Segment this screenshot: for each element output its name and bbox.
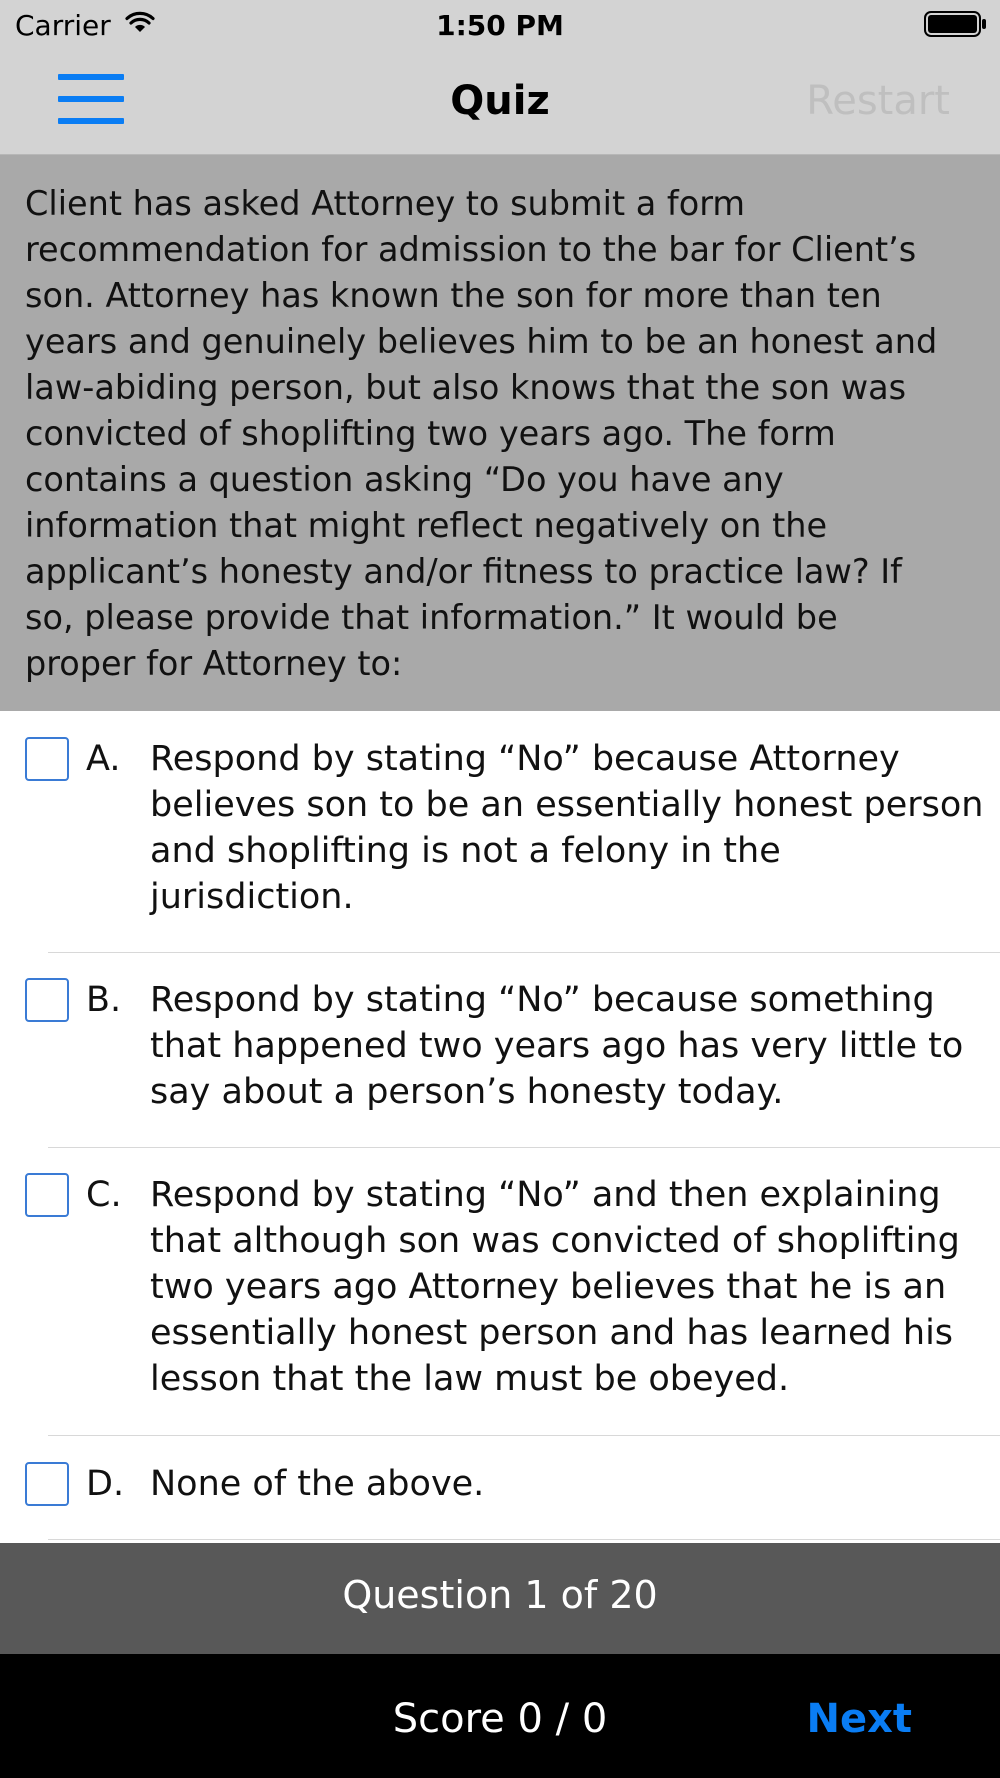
checkbox-icon[interactable]: [25, 1173, 69, 1217]
option-c[interactable]: [0, 1148, 1000, 1436]
restart-button[interactable]: Restart: [806, 78, 950, 124]
next-button[interactable]: Next: [806, 1696, 912, 1742]
checkbox-icon[interactable]: [25, 978, 69, 1022]
bottom-toolbar: [0, 1654, 1000, 1778]
option-letter: A.: [86, 739, 121, 779]
carrier-label: Carrier: [15, 9, 111, 42]
question-panel: [0, 155, 1000, 711]
option-text: Respond by stating “No” because Attorney believes son to be an essentially honest person and shoplifting is not a felony in the jurisdiction.: [150, 739, 984, 917]
question-text: Client has asked Attorney to submit a form recommendation for admission to the bar for Client’s son. Attorney has known the son for more than ten years and genuinely believes him to be an honest and law-abiding person, but also knows that the son was convicted of shoplifting two years ago. The form contains a question asking “Do you have any information that might reflect negatively on the applicant’s honesty and/or fitness to practice law? If so, please provide that information.” It would be proper for Attorney to:: [25, 184, 938, 683]
clock: 1:50 PM: [436, 9, 564, 42]
status-bar: [0, 0, 1000, 50]
navigation-bar: [0, 50, 1000, 155]
option-text: Respond by stating “No” and then explaining that although son was convicted of shoplifting two years ago Attorney believes that he is an essentially honest person and has learned his lesson that the law must be obeyed.: [150, 1175, 960, 1399]
score-label: Score 0 / 0: [392, 1696, 608, 1742]
divider: [48, 1539, 1000, 1540]
checkbox-icon[interactable]: [25, 737, 69, 781]
option-text: None of the above.: [150, 1464, 485, 1504]
battery-full-icon: [924, 11, 988, 41]
option-letter: D.: [86, 1464, 125, 1504]
option-letter: B.: [86, 980, 122, 1020]
option-d[interactable]: [0, 1436, 1000, 1540]
option-text: Respond by stating “No” because something that happened two years ago has very little to say about a person’s honesty today.: [150, 980, 964, 1112]
checkbox-icon[interactable]: [25, 1462, 69, 1506]
option-b[interactable]: [0, 953, 1000, 1148]
page-title: Quiz: [450, 78, 550, 124]
question-progress-bar: [0, 1543, 1000, 1654]
option-letter: C.: [86, 1175, 122, 1215]
option-a[interactable]: [0, 711, 1000, 953]
question-counter: Question 1 of 20: [342, 1573, 658, 1617]
